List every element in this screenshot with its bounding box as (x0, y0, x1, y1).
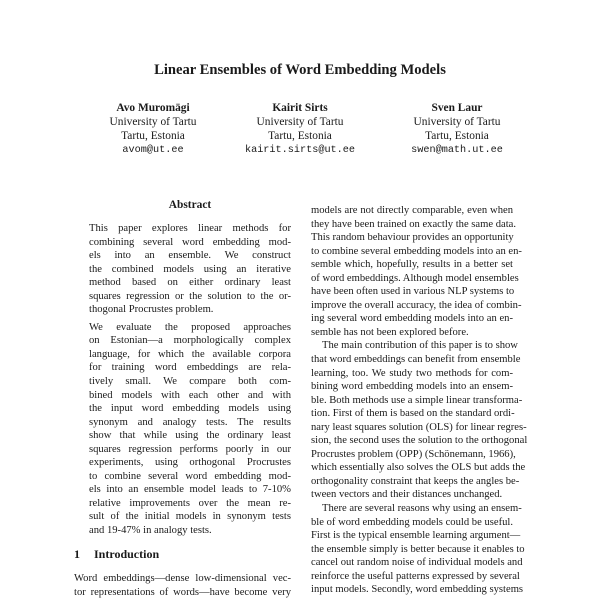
text-line: combining several word embedding mod- (89, 236, 291, 248)
text-line: tion. First of them is based on the standard ordi- (311, 408, 515, 420)
text-line: sult of the initial models in synonym tests (89, 511, 291, 523)
text-line: thogonal Procrustes problem. (89, 304, 214, 316)
text-line: on Estonian—a morphologically complex (89, 335, 291, 347)
text-line: This random behaviour provides an opportunity (311, 232, 514, 244)
text-line: the input word embedding models using (89, 403, 291, 415)
text-line: bining word embedding models into an ensem- (311, 381, 513, 393)
abstract-paragraph (89, 222, 291, 317)
text-line: cancel out random noise of individual models and (311, 557, 523, 569)
text-line: reinforce the useful patterns expressed by several (311, 570, 520, 582)
text-line: nary least squares solution (OLS) for linear regres- (311, 421, 527, 433)
section-title: Introduction (94, 547, 160, 561)
author-location: Tartu, Estonia (121, 130, 185, 143)
text-line: language, for which the available corpora (89, 348, 291, 360)
text-line: experiments, using orthogonal Procrustes (89, 457, 291, 469)
text-line: the ensemble simply is better because it enables to (311, 543, 525, 555)
text-line: and 19-47% in analogy tests. (89, 525, 212, 537)
author-affiliation: University of Tartu (256, 116, 344, 129)
author-email: swen@math.ut.ee (411, 144, 503, 156)
text-line: tween vectors and their distances unchanged. (311, 489, 503, 501)
text-line: els into an ensemble. We construct (89, 250, 291, 262)
text-line: sion, the second uses the solution to the orthogonal (311, 435, 528, 447)
text-line: Word embeddings—dense low-dimensional vec- (74, 573, 291, 584)
text-line: show that while using the ordinary least (89, 430, 291, 442)
section-heading (74, 547, 159, 562)
text-line: ble. Both methods use a simple linear transforma- (311, 394, 523, 406)
author-email: kairit.sirts@ut.ee (244, 144, 356, 156)
text-line: the combined models using an iterative (89, 263, 291, 275)
author-name: Sven Laur (431, 102, 483, 114)
text-line: squares regression performs poorly in our (89, 443, 291, 455)
text-line: We evaluate the proposed approaches (89, 321, 291, 333)
author-name: Kairit Sirts (272, 102, 328, 114)
text-line: Procrustes problem (OPP) (Schönemann, 1966), (311, 448, 516, 460)
text-line: learning, too. We study two methods for com- (311, 367, 513, 379)
text-line: which essentially also solves the OLS but adds the (311, 462, 526, 474)
introduction-body (74, 572, 291, 599)
text-line: synonym and analogy tests. The results (89, 416, 291, 428)
text-line: improve the overall accuracy, the idea of combin- (311, 299, 522, 311)
author-affiliation: University of Tartu (413, 116, 501, 129)
section-number: 1 (74, 547, 80, 561)
text-line: to combine several word embedding mod- (89, 470, 291, 482)
body-paragraph (311, 339, 528, 502)
abstract-paragraph (89, 321, 291, 538)
text-line: relative improvements over the mean re- (89, 497, 291, 509)
text-line: els into an ensemble model leads to 7-10% (89, 484, 291, 496)
text-line: method based on either ordinary least (89, 277, 291, 289)
text-line: models are not directly comparable, even when (311, 205, 513, 216)
text-line: that word embeddings can benefit from ensemble (311, 354, 521, 366)
text-line: for training word embeddings are rela- (89, 362, 291, 374)
text-line: This paper explores linear methods for (89, 223, 291, 234)
text-line: bined models with each other and with (89, 389, 291, 401)
body-paragraph (311, 204, 522, 339)
text-line: ing several word embedding models into an en- (311, 313, 513, 325)
text-line: tively small. We compare both com- (89, 376, 291, 388)
text-line: semble has not been explored before. (311, 326, 469, 338)
right-column-body (311, 204, 528, 597)
text-line: orthogonality constraint that keeps the angles be- (311, 475, 520, 487)
author-affiliation: University of Tartu (109, 116, 197, 129)
text-line: First is the typical ensemble learning argument— (311, 530, 521, 542)
author-name: Avo Muromägi (116, 102, 190, 114)
text-line: semble which, hopefully, results in a better set (311, 259, 513, 271)
paper-title: Linear Ensembles of Word Embedding Models (154, 62, 446, 78)
abstract-heading: Abstract (168, 199, 212, 211)
body-paragraph (311, 502, 525, 597)
text-line: The main contribution of this paper is to show (322, 340, 518, 352)
text-line: input models. Secondly, word embedding systems (311, 584, 524, 596)
abstract-body (89, 222, 291, 538)
text-line: tor representations of words—have become very (74, 586, 291, 598)
author-email: avom@ut.ee (122, 144, 184, 156)
author-location: Tartu, Estonia (425, 130, 489, 143)
text-line: to combine several embedding models into an en- (311, 245, 522, 257)
text-line: have been often used in various NLP systems to (311, 286, 515, 298)
text-line: they have been trained on exactly the same data. (311, 218, 517, 230)
text-line: ble of word embedding models could be useful. (311, 516, 513, 528)
text-line: There are several reasons why using an ensem- (322, 503, 522, 515)
text-line: squares regression or the solution to the or- (89, 290, 291, 302)
author-location: Tartu, Estonia (268, 130, 332, 143)
text-line: of word embeddings. Although model ensembles (311, 272, 519, 284)
author (357, 101, 557, 158)
